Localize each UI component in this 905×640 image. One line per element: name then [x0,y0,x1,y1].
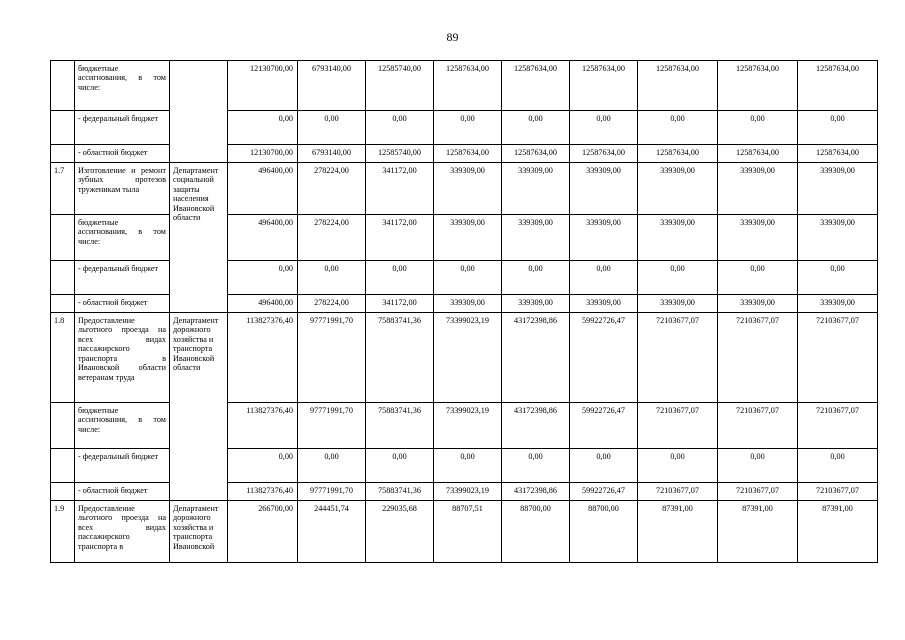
value-cell-4: 0,00 [434,111,502,145]
value-cell-8: 72103677,07 [718,403,798,449]
value-cell-4: 73399023,19 [434,483,502,501]
value-cell-7: 72103677,07 [638,403,718,449]
value-cell-9: 72103677,07 [798,483,878,501]
value-cell-3: 341172,00 [366,295,434,313]
department-cell: Департамент дорожного хозяйства и транспорта Ивановской области [170,313,228,501]
value-cell-6: 339309,00 [570,295,638,313]
value-cell-4: 73399023,19 [434,313,502,403]
row-name-cell: бюджетные ассигнования, в том числе: [75,403,170,449]
value-cell-4: 88707,51 [434,501,502,563]
value-cell-9: 339309,00 [798,295,878,313]
value-cell-3: 0,00 [366,449,434,483]
value-cell-8: 12587634,00 [718,145,798,163]
department-cell: Департамент социальной защиты населения Ивановской области [170,163,228,313]
value-cell-6: 12587634,00 [570,145,638,163]
value-cell-7: 339309,00 [638,215,718,261]
table-row [51,163,878,215]
value-cell-9: 339309,00 [798,215,878,261]
value-cell-1: 496400,00 [228,295,298,313]
value-cell-9: 12587634,00 [798,145,878,163]
table-row [51,313,878,403]
row-number-cell [51,449,75,483]
value-cell-7: 0,00 [638,111,718,145]
row-name-cell: бюджетные ассигнования, в том числе: [75,215,170,261]
row-name-cell: - областной бюджет [75,483,170,501]
value-cell-5: 88700,00 [502,501,570,563]
value-cell-1: 113827376,40 [228,483,298,501]
row-name-cell: Предоставление льготного проезда на всех видах пассажирского транспорта в [75,501,170,563]
value-cell-7: 339309,00 [638,295,718,313]
value-cell-2: 97771991,70 [298,483,366,501]
table-row [51,501,878,563]
value-cell-3: 0,00 [366,261,434,295]
row-name-cell: - федеральный бюджет [75,111,170,145]
value-cell-2: 0,00 [298,111,366,145]
value-cell-9: 72103677,07 [798,403,878,449]
row-name-cell: - федеральный бюджет [75,261,170,295]
value-cell-5: 43172398,86 [502,483,570,501]
row-number-cell [51,111,75,145]
value-cell-5: 43172398,86 [502,403,570,449]
value-cell-8: 339309,00 [718,163,798,215]
row-name-cell: Изготовление и ремонт зубных протезов труженикам тыла [75,163,170,215]
value-cell-9: 87391,00 [798,501,878,563]
value-cell-5: 339309,00 [502,163,570,215]
value-cell-8: 72103677,07 [718,483,798,501]
value-cell-2: 97771991,70 [298,403,366,449]
value-cell-2: 0,00 [298,449,366,483]
value-cell-8: 0,00 [718,449,798,483]
value-cell-1: 0,00 [228,449,298,483]
row-name-cell: бюджетные ассигнования, в том числе: [75,61,170,111]
value-cell-2: 0,00 [298,261,366,295]
value-cell-2: 6793140,00 [298,61,366,111]
row-number-cell [51,215,75,261]
value-cell-2: 278224,00 [298,215,366,261]
value-cell-3: 0,00 [366,111,434,145]
value-cell-3: 341172,00 [366,163,434,215]
value-cell-7: 339309,00 [638,163,718,215]
value-cell-2: 278224,00 [298,295,366,313]
value-cell-1: 113827376,40 [228,403,298,449]
value-cell-6: 0,00 [570,111,638,145]
row-number-cell [51,145,75,163]
value-cell-6: 339309,00 [570,163,638,215]
value-cell-5: 339309,00 [502,295,570,313]
value-cell-5: 0,00 [502,449,570,483]
value-cell-7: 72103677,07 [638,313,718,403]
value-cell-8: 339309,00 [718,215,798,261]
value-cell-1: 0,00 [228,111,298,145]
value-cell-4: 0,00 [434,261,502,295]
value-cell-4: 339309,00 [434,215,502,261]
value-cell-8: 339309,00 [718,295,798,313]
value-cell-2: 244451,74 [298,501,366,563]
row-number-cell [51,483,75,501]
value-cell-3: 75883741,36 [366,403,434,449]
value-cell-8: 0,00 [718,261,798,295]
value-cell-4: 12587634,00 [434,61,502,111]
value-cell-6: 88700,00 [570,501,638,563]
row-number-cell: 1.9 [51,501,75,563]
value-cell-9: 0,00 [798,449,878,483]
value-cell-2: 97771991,70 [298,313,366,403]
row-number-cell [51,61,75,111]
value-cell-5: 12587634,00 [502,145,570,163]
value-cell-1: 496400,00 [228,215,298,261]
value-cell-6: 12587634,00 [570,61,638,111]
row-number-cell [51,295,75,313]
row-number-cell [51,261,75,295]
value-cell-6: 59922726,47 [570,403,638,449]
value-cell-2: 6793140,00 [298,145,366,163]
value-cell-7: 0,00 [638,261,718,295]
row-name-cell: - областной бюджет [75,295,170,313]
row-name-cell: - федеральный бюджет [75,449,170,483]
value-cell-6: 59922726,47 [570,313,638,403]
value-cell-7: 87391,00 [638,501,718,563]
row-name-cell: - областной бюджет [75,145,170,163]
table-row [51,61,878,111]
value-cell-8: 87391,00 [718,501,798,563]
value-cell-5: 0,00 [502,111,570,145]
value-cell-6: 0,00 [570,449,638,483]
value-cell-3: 12585740,00 [366,61,434,111]
value-cell-5: 0,00 [502,261,570,295]
value-cell-3: 229035,68 [366,501,434,563]
value-cell-9: 0,00 [798,111,878,145]
value-cell-4: 73399023,19 [434,403,502,449]
value-cell-8: 0,00 [718,111,798,145]
value-cell-5: 12587634,00 [502,61,570,111]
value-cell-3: 12585740,00 [366,145,434,163]
value-cell-7: 72103677,07 [638,483,718,501]
value-cell-7: 12587634,00 [638,61,718,111]
budget-table [50,60,878,563]
value-cell-1: 0,00 [228,261,298,295]
value-cell-9: 12587634,00 [798,61,878,111]
value-cell-6: 339309,00 [570,215,638,261]
value-cell-9: 72103677,07 [798,313,878,403]
page-number: 89 [446,30,459,44]
value-cell-6: 0,00 [570,261,638,295]
value-cell-4: 339309,00 [434,295,502,313]
value-cell-6: 59922726,47 [570,483,638,501]
row-name-cell: Предоставление льготного проезда на всех видах пассажирского транспорта в Ивановской области ветеранам труда [75,313,170,403]
department-cell [170,61,228,163]
value-cell-9: 0,00 [798,261,878,295]
row-number-cell: 1.8 [51,313,75,403]
value-cell-4: 12587634,00 [434,145,502,163]
value-cell-4: 339309,00 [434,163,502,215]
value-cell-8: 12587634,00 [718,61,798,111]
value-cell-1: 266700,00 [228,501,298,563]
row-number-cell: 1.7 [51,163,75,215]
value-cell-9: 339309,00 [798,163,878,215]
value-cell-3: 75883741,36 [366,483,434,501]
value-cell-1: 12130700,00 [228,61,298,111]
value-cell-4: 0,00 [434,449,502,483]
value-cell-7: 0,00 [638,449,718,483]
value-cell-2: 278224,00 [298,163,366,215]
value-cell-7: 12587634,00 [638,145,718,163]
value-cell-3: 341172,00 [366,215,434,261]
value-cell-8: 72103677,07 [718,313,798,403]
department-cell: Департамент дорожного хозяйства и транспорта Ивановской [170,501,228,563]
value-cell-1: 113827376,40 [228,313,298,403]
value-cell-1: 496400,00 [228,163,298,215]
value-cell-1: 12130700,00 [228,145,298,163]
value-cell-5: 43172398,86 [502,313,570,403]
row-number-cell [51,403,75,449]
value-cell-3: 75883741,36 [366,313,434,403]
table-body [51,61,878,563]
value-cell-5: 339309,00 [502,215,570,261]
